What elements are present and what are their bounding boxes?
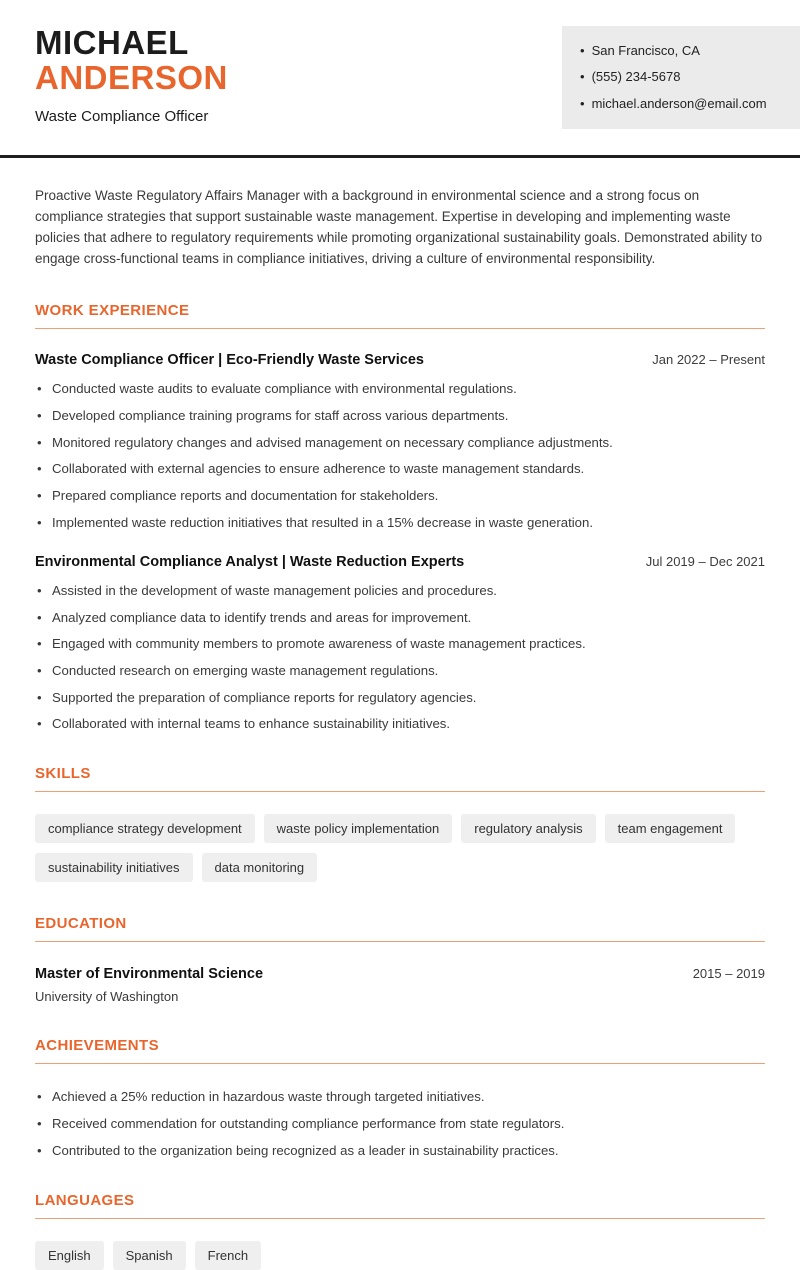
job-bullet: • Analyzed compliance data to identify trends and areas for improvement.: [35, 609, 765, 626]
skills-tag-list: [35, 814, 765, 882]
achievement-bullet: • Achieved a 25% reduction in hazardous waste through targeted initiatives.: [35, 1088, 765, 1105]
header-identity: [35, 26, 228, 125]
education-entry: [35, 966, 765, 1004]
job-bullet: • Collaborated with internal teams to enhance sustainability initiatives.: [35, 715, 765, 732]
job-bullet: • Assisted in the development of waste management policies and procedures.: [35, 582, 765, 599]
header: [0, 0, 800, 129]
job-bullet: • Conducted research on emerging waste management regulations.: [35, 662, 765, 679]
job-bullet: • Engaged with community members to promote awareness of waste management practices.: [35, 635, 765, 652]
achievements-heading: ACHIEVEMENTS: [35, 1037, 765, 1064]
skill-tag: data monitoring: [202, 853, 318, 882]
skill-tag: waste policy implementation: [264, 814, 453, 843]
skills-heading: SKILLS: [35, 765, 765, 792]
summary-paragraph: Proactive Waste Regulatory Affairs Manager with a background in environmental science and a strong focus on compliance strategies that support sustainable waste management. Expertise in developing and implementing waste policies that adhere to regulatory requirements while promoting organizational sustainability goals. Demonstrated ability to engage cross-functional teams in compliance initiatives, driving a culture of environmental responsibility.: [35, 187, 763, 266]
section-languages: [35, 1192, 765, 1270]
resume-content: [0, 186, 800, 1270]
job-dates: Jan 2022 – Present: [652, 352, 765, 368]
languages-heading: LANGUAGES: [35, 1192, 765, 1219]
section-skills: [35, 765, 765, 882]
achievement-bullet: • Received commendation for outstanding compliance performance from state regulators.: [35, 1115, 765, 1132]
education-school: University of Washington: [35, 989, 179, 1005]
job-bullet: • Monitored regulatory changes and advised management on necessary compliance adjustments.: [35, 434, 765, 451]
job-bullet: • Developed compliance training programs for staff across various departments.: [35, 407, 765, 424]
work-experience-heading: WORK EXPERIENCE: [35, 302, 765, 329]
languages-tag-list: [35, 1241, 765, 1270]
skill-tag: sustainability initiatives: [35, 853, 193, 882]
job-bullet: • Collaborated with external agencies to ensure adherence to waste management standards.: [35, 460, 765, 477]
language-tag: French: [195, 1241, 261, 1270]
contact-email: • michael.anderson@email.com: [580, 91, 784, 117]
achievements-list: [35, 1088, 765, 1158]
language-tag: Spanish: [113, 1241, 186, 1270]
achievement-bullet: • Contributed to the organization being recognized as a leader in sustainability practices.: [35, 1142, 765, 1159]
job-bullet: • Supported the preparation of compliance reports for regulatory agencies.: [35, 689, 765, 706]
contact-list: [580, 38, 784, 117]
contact-location: • San Francisco, CA: [580, 38, 784, 64]
candidate-job-title: Waste Compliance Officer: [35, 108, 209, 126]
skill-tag: regulatory analysis: [461, 814, 595, 843]
education-header: [35, 966, 765, 982]
education-dates: 2015 – 2019: [692, 966, 765, 982]
contact-box: [562, 26, 800, 129]
education-degree: Master of Environmental Science: [35, 966, 264, 983]
language-tag: English: [35, 1241, 104, 1270]
section-work-experience: [35, 302, 765, 732]
header-divider: [0, 155, 800, 158]
job-dates: Jul 2019 – Dec 2021: [645, 553, 765, 569]
job-title-company: Waste Compliance Officer | Eco-Friendly Waste Services: [35, 352, 424, 369]
education-heading: EDUCATION: [35, 915, 765, 942]
first-name: MICHAEL: [35, 24, 189, 61]
job-title-company: Environmental Compliance Analyst | Waste Reduction Experts: [35, 553, 465, 570]
contact-phone: • (555) 234-5678: [580, 64, 784, 90]
job-bullet: • Conducted waste audits to evaluate compliance with environmental regulations.: [35, 380, 765, 397]
job-bullet: • Implemented waste reduction initiatives that resulted in a 15% decrease in waste generation.: [35, 514, 765, 531]
job-entry: [35, 554, 765, 732]
candidate-name: [35, 26, 228, 95]
job-entry: [35, 352, 765, 530]
section-education: [35, 915, 765, 1004]
last-name: ANDERSON: [35, 58, 228, 96]
job-header: [35, 554, 765, 570]
skill-tag: compliance strategy development: [35, 814, 255, 843]
section-achievements: [35, 1037, 765, 1158]
job-bullet-list: [35, 380, 765, 530]
job-bullet: • Prepared compliance reports and documentation for stakeholders.: [35, 487, 765, 504]
job-header: [35, 352, 765, 368]
skill-tag: team engagement: [605, 814, 736, 843]
job-bullet-list: [35, 582, 765, 732]
